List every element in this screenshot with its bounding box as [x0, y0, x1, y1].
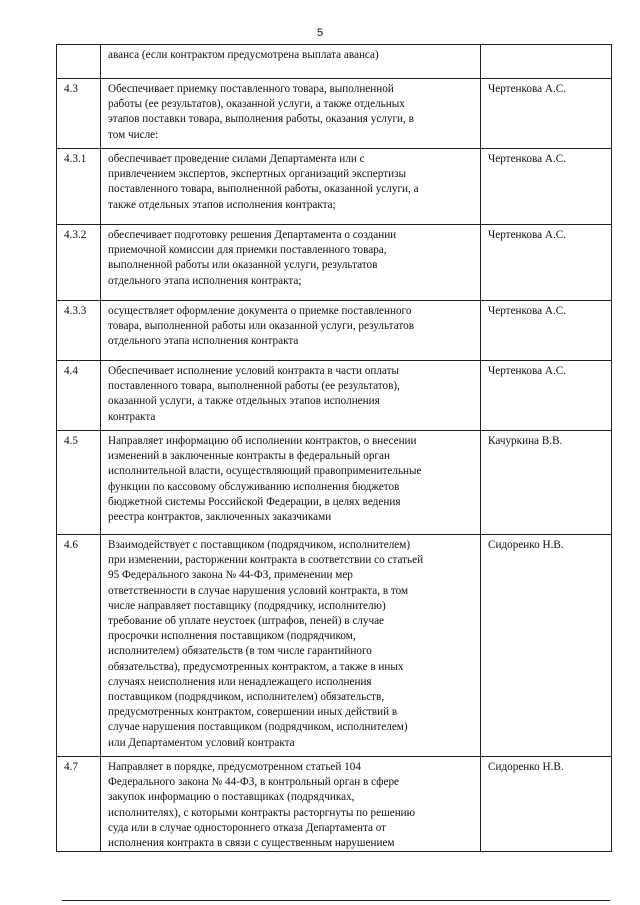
- item-description: [101, 431, 481, 535]
- footer-divider: [62, 900, 610, 901]
- description-line: закупок информацию о поставщиках (подрядчиках,: [108, 791, 355, 804]
- description-line: исполнителем) обязательств (в том числе гарантийного: [108, 645, 372, 658]
- description-line: просрочки исполнения поставщиком (подрядчиком,: [108, 630, 356, 643]
- description-line: товара, выполненной работы или оказанной услуги, результатов: [108, 320, 414, 333]
- item-description: [101, 79, 481, 149]
- description-line: исполнения контракта в связи с существенным нарушением: [108, 837, 395, 850]
- item-description: [101, 149, 481, 225]
- description-line: числе направляет поставщику (подрядчику, исполнителю): [108, 599, 386, 612]
- responsible-person: Чертенкова А.С.: [481, 79, 612, 149]
- item-number: 4.3.2: [57, 225, 101, 301]
- responsible-person: Чертенкова А.С.: [481, 301, 612, 361]
- description-line: случае нарушения поставщиком (подрядчиком, исполнителем): [108, 721, 408, 734]
- description-line: выполненной работы или оказанной услуги, результатов: [108, 259, 378, 272]
- description-line: привлечением экспертов, экспертных организаций экспертизы: [108, 168, 407, 181]
- description-line: или Департаментом условий контракта: [108, 736, 295, 749]
- description-line: работы (ее результатов), оказанной услуги, а также отдельных: [108, 98, 405, 111]
- description-line: поставщиком (подрядчиком, исполнителем) обязательств,: [108, 691, 385, 704]
- item-description: [101, 361, 481, 431]
- table-row: [57, 431, 612, 535]
- responsible-person: Сидоренко Н.В.: [481, 757, 612, 852]
- description-line: Обеспечивает исполнение условий контракта в части оплаты: [108, 365, 399, 377]
- description-line: обязательства), предусмотренных контрактом, а также в иных: [108, 660, 404, 673]
- description-line: ответственности в случае нарушения условий контракта, в том: [108, 584, 409, 597]
- description-line: требование об уплате неустоек (штрафов, пеней) в случае: [108, 615, 385, 628]
- description-line: суда или в случае одностороннего отказа Департамента от: [108, 821, 387, 834]
- responsible-person: Сидоренко Н.В.: [481, 535, 612, 757]
- description-line: Направляет информацию об исполнении контрактов, о внесении: [108, 435, 417, 447]
- responsible-person: Качуркина В.В.: [481, 431, 612, 535]
- responsible-person: [481, 45, 612, 79]
- description-line: обеспечивает проведение силами Департамента или с: [108, 153, 365, 165]
- table-row: [57, 361, 612, 431]
- description-line: Обеспечивает приемку поставленного товара, выполненной: [108, 83, 394, 95]
- item-number: 4.3.3: [57, 301, 101, 361]
- description-line: аванса (если контрактом предусмотрена выплата аванса): [108, 49, 379, 61]
- description-line: отдельного этапа исполнения контракта: [108, 335, 299, 348]
- table-row: [57, 535, 612, 757]
- item-number: 4.3.1: [57, 149, 101, 225]
- description-line: бюджетной системы Российской Федерации, в целях ведения: [108, 495, 401, 508]
- description-line: при изменении, расторжении контракта в соответствии со статьей: [108, 554, 424, 567]
- item-number: 4.6: [57, 535, 101, 757]
- responsible-person: Чертенкова А.С.: [481, 361, 612, 431]
- description-line: Взаимодействует с поставщиком (подрядчиком, исполнителем): [108, 539, 411, 551]
- item-number: 4.7: [57, 757, 101, 852]
- description-line: реестра контрактов, заключенных заказчиками: [108, 511, 332, 524]
- description-line: функции по кассовому обслуживанию исполнения бюджетов: [108, 480, 400, 493]
- description-line: 95 Федерального закона № 44-ФЗ, применении мер: [108, 569, 353, 582]
- description-line: осуществляет оформление документа о приемке поставленного: [108, 305, 412, 317]
- table-row: [57, 79, 612, 149]
- description-line: этапов поставки товара, выполнения работы, оказания услуги, в: [108, 113, 414, 126]
- description-line: предусмотренных контрактом, совершении иных действий в: [108, 706, 398, 719]
- description-line: также отдельных этапов исполнения контракта;: [108, 198, 336, 211]
- item-number: [57, 45, 101, 79]
- table-row: [57, 225, 612, 301]
- responsible-person: Чертенкова А.С.: [481, 149, 612, 225]
- item-description: [101, 535, 481, 757]
- description-line: том числе:: [108, 128, 159, 141]
- table-row: [57, 149, 612, 225]
- item-number: 4.4: [57, 361, 101, 431]
- item-number: 4.3: [57, 79, 101, 149]
- description-line: оказанной услуги, а также отдельных этапов исполнения: [108, 395, 380, 408]
- description-line: случаях неисполнения или ненадлежащего исполнения: [108, 675, 372, 688]
- description-line: Федерального закона № 44-ФЗ, в контрольный орган в сфере: [108, 776, 399, 789]
- table-row: [57, 45, 612, 79]
- responsibilities-table: [56, 44, 612, 852]
- description-line: Направляет в порядке, предусмотренном статьей 104: [108, 761, 361, 773]
- item-description: [101, 45, 481, 79]
- responsible-person: Чертенкова А.С.: [481, 225, 612, 301]
- description-line: поставленного товара, выполненной работы (ее результатов),: [108, 380, 400, 393]
- item-description: [101, 225, 481, 301]
- table-row: [57, 301, 612, 361]
- description-line: обеспечивает подготовку решения Департамента о создании: [108, 229, 397, 241]
- description-line: исполнительной власти, осуществляющий правоприменительные: [108, 465, 422, 478]
- description-line: изменений в заключенные контракты в федеральный орган: [108, 450, 390, 463]
- item-description: [101, 757, 481, 852]
- description-line: отдельного этапа исполнения контракта;: [108, 274, 302, 287]
- page-number: 5: [316, 27, 324, 39]
- description-line: контракта: [108, 410, 156, 423]
- description-line: приемочной комиссии для приемки поставленного товара,: [108, 244, 387, 257]
- item-description: [101, 301, 481, 361]
- description-line: поставленного товара, выполненной работы, оказанной услуги, а: [108, 183, 419, 196]
- description-line: исполнителях), с которыми контракты расторгнуты по решению: [108, 806, 416, 819]
- table-row: [57, 757, 612, 852]
- item-number: 4.5: [57, 431, 101, 535]
